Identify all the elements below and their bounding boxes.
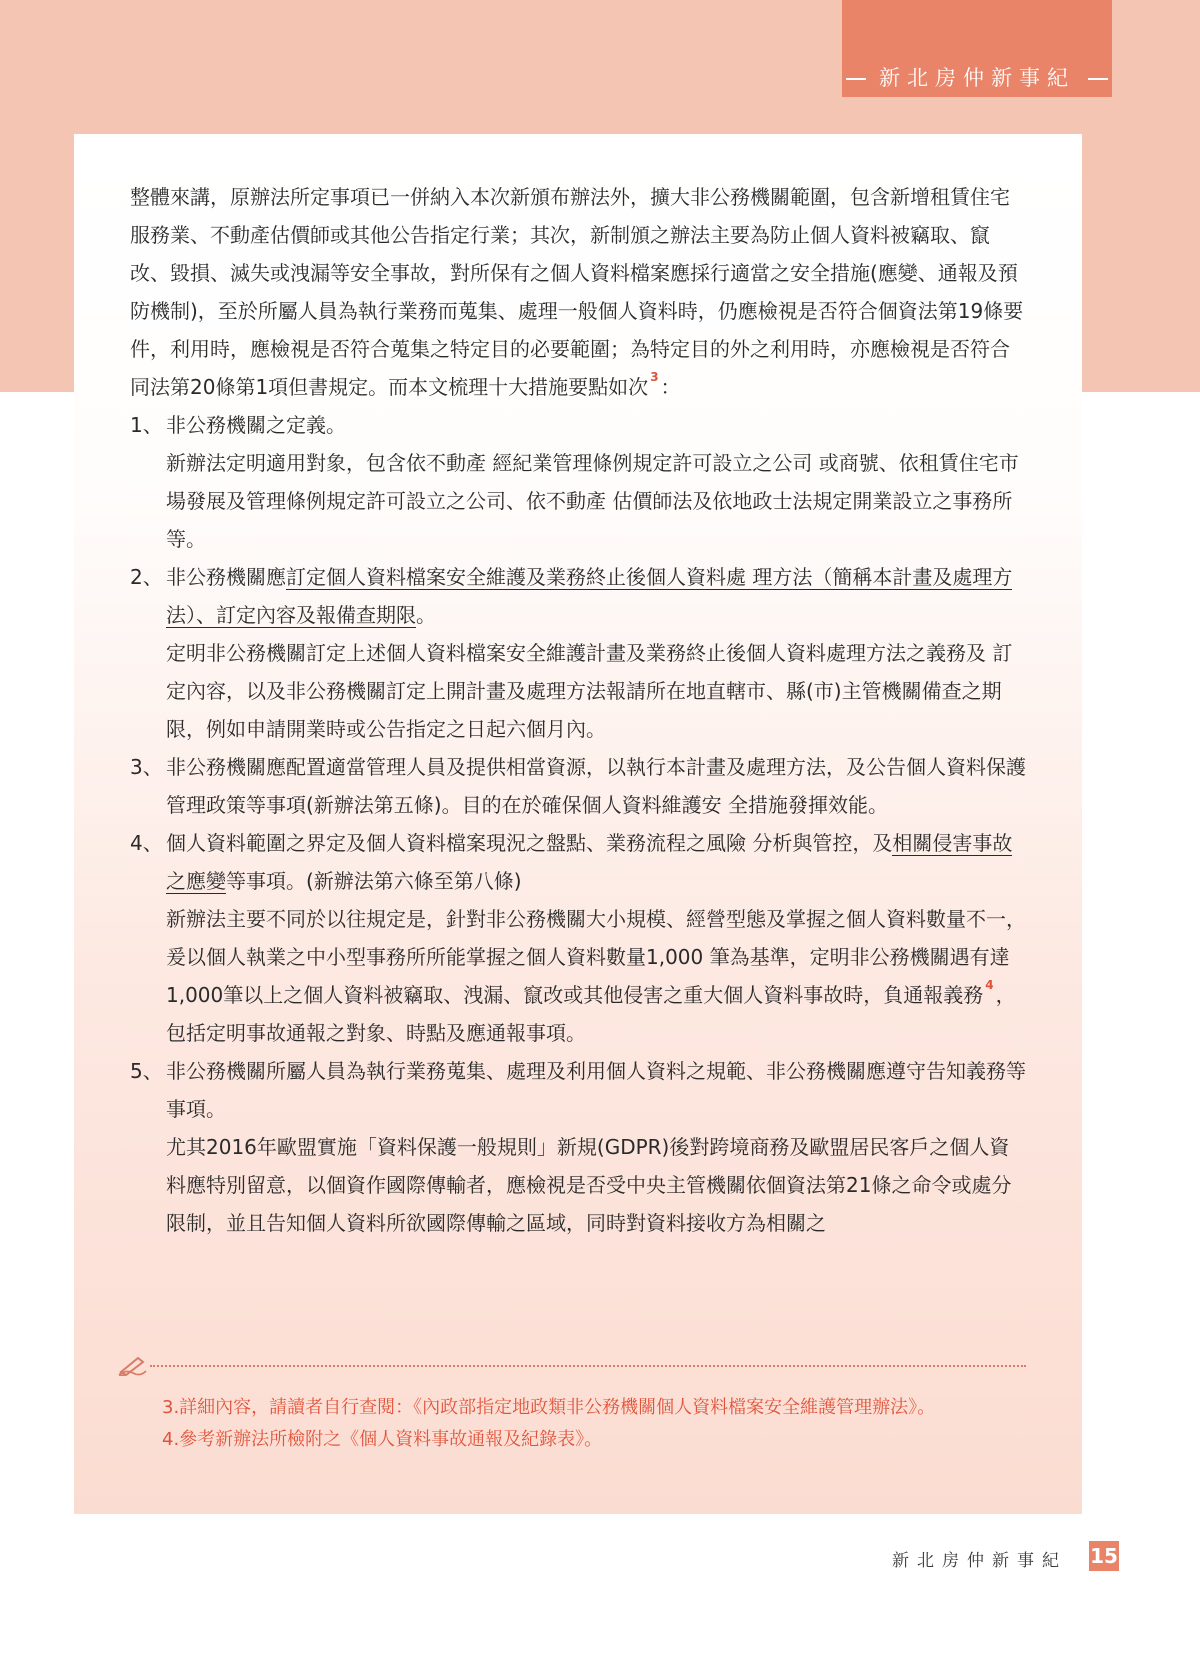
article-body bbox=[130, 178, 1027, 1242]
item-body: 定明非公務機關訂定上述個人資料檔案安全維護計畫及業務終止後個人資料處理方法之義務及 訂定內容，以及非公務機關訂定上開計畫及處理方法報請所在地直轄市、縣(市)主管機關備查之期限，例如申請開業時或公告指定之日起六個月內。 bbox=[166, 641, 1013, 741]
footer-title: 新北房仲新事紀 bbox=[892, 1551, 1067, 1571]
footnote-ref-3[interactable]: 3 bbox=[650, 370, 659, 384]
pen-icon bbox=[118, 1354, 148, 1376]
item-body: 新辦法定明適用對象，包含依不動產 經紀業管理條例規定許可設立之公司 或商號、依租賃住宅市場發展及管理條例規定許可設立之公司、依不動產 估價師法及依地政士法規定開業設立之事務所等。 bbox=[166, 451, 1019, 551]
item-body: 尤其2016年歐盟實施「資料保護一般規則」新規(GDPR)後對跨境商務及歐盟居民客戶之個人資料應特別留意，以個資作國際傳輸者，應檢視是否受中央主管機關依個資法第21條之命令或處分限制，並且告知個人資料所欲國際傳輸之區域，同時對資料接收方為相關之 bbox=[166, 1135, 1012, 1235]
header-title: 新北房仲新事紀 bbox=[879, 66, 1075, 90]
item-heading: 非公務機關之定義。 bbox=[166, 413, 346, 437]
item-heading: 非公務機關所屬人員為執行業務蒐集、處理及利用個人資料之規範、非公務機關應遵守告知義務等事項。 bbox=[166, 1059, 1026, 1121]
item-number: 2、 bbox=[130, 565, 163, 589]
footnote-ref-4[interactable]: 4 bbox=[985, 978, 994, 992]
item-body: 新辦法主要不同於以往規定是，針對非公務機關大小規模、經營型態及掌握之個人資料數量不一，爰以個人執業之中小型事務所所能掌握之個人資料數量1,000 筆為基準，定明非公務機關遇有達1,000筆以上之個人資料被竊取、洩漏、竄改或其他侵害之重大個人資料事故時，負通報義務 $^4$ ，包括定明事故通報之對象、時點及應通報事項。 bbox=[166, 907, 1026, 1045]
item-heading: 非公務機關應配置適當管理人員及提供相當資源，以執行本計畫及處理方法，及公告個人資料保護管理政策等事項(新辦法第五條)。目的在於確保個人資料維護安 全措施發揮效能。 bbox=[166, 755, 1026, 817]
item-number: 4、 bbox=[130, 831, 163, 855]
underlined-text: 訂定個人資料檔案安全維護及業務終止後個人資料處 理方法（簡稱本計畫及處理方法）、訂定內容及報備查期限 bbox=[166, 565, 1013, 627]
footnote-3: 3.詳細內容，請讀者自行查閱：《內政部指定地政類非公務機關個人資料檔案安全維護管理辦法》。 bbox=[162, 1397, 936, 1418]
header-rule-right bbox=[1088, 78, 1108, 80]
footnote-4: 4.參考新辦法所檢附之《個人資料事故通報及紀錄表》。 bbox=[162, 1429, 603, 1450]
list-item-1 bbox=[130, 406, 1027, 558]
intro-paragraph: 整體來講，原辦法所定事項已一併納入本次新頒布辦法外，擴大非公務機關範圍，包含新增租賃住宅服務業、不動產估價師或其他公告指定行業；其次，新制頒之辦法主要為防止個人資料被竊取、竄改、毀損、滅失或洩漏等安全事故，對所保有之個人資料檔案應採行適當之安全措施(應變、通報及預防機制)，至於所屬人員為執行業務而蒐集、處理一般個人資料時，仍應檢視是否符合個資法第19條要件，利用時，應檢視是否符合蒐集之特定目的必要範圍；為特定目的外之利用時，亦應檢視是否符合同法第20條第1項但書規定。而本文梳理十大措施要點如次 $^3$ ： bbox=[130, 185, 1024, 399]
item-heading: 個人資料範圍之界定及個人資料檔案現況之盤點、業務流程之風險 分析與管控，及相關侵害事故之應變等事項。(新辦法第六條至第八條) bbox=[166, 831, 1013, 893]
item-number: 1、 bbox=[130, 413, 163, 437]
dotted-rule bbox=[150, 1365, 1026, 1367]
list-item-3 bbox=[130, 748, 1027, 824]
page-number: 15 bbox=[1089, 1541, 1119, 1571]
footnotes bbox=[162, 1392, 1022, 1456]
footnote-separator bbox=[118, 1354, 1028, 1376]
underlined-text: 相關侵害事故之應變 bbox=[166, 831, 1013, 893]
item-number: 5、 bbox=[130, 1059, 163, 1083]
list-item-5 bbox=[130, 1052, 1027, 1242]
list-item-2 bbox=[130, 558, 1027, 748]
list-item-4 bbox=[130, 824, 1027, 1052]
item-number: 3、 bbox=[130, 755, 163, 779]
item-heading: 非公務機關應訂定個人資料檔案安全維護及業務終止後個人資料處 理方法（簡稱本計畫及處理方法）、訂定內容及報備查期限。 bbox=[166, 565, 1013, 627]
